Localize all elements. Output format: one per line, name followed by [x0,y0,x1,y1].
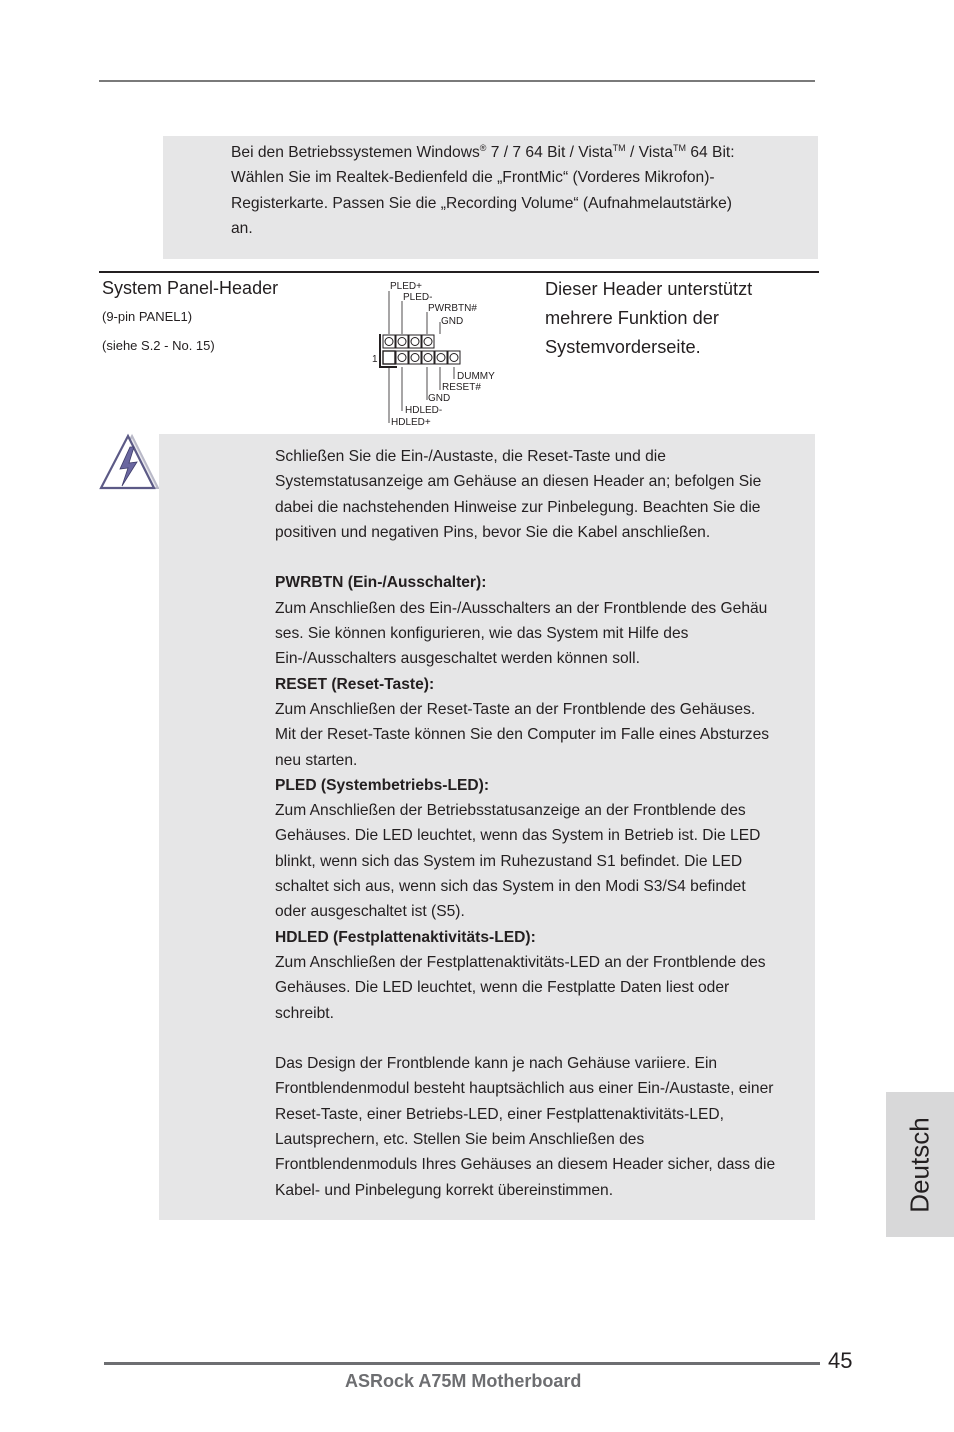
top-divider [99,80,815,82]
outro-line: Lautsprechern, etc. Stellen Sie beim Anschließen des [275,1131,645,1149]
header-reference: (siehe S.2 - No. 15) [102,338,215,353]
warning-intro-line: dabei die nachstehenden Hinweise zur Pinbelegung. Beachten Sie die [275,498,761,516]
warning-intro-line: Systemstatusanzeige am Gehäuse an diesen Header an; befolgen Sie [275,473,762,491]
pled-line: oder ausgeschaltet ist (S5). [275,903,465,921]
note-line-1: Bei den Betriebssystemen Windows® 7 / 7 64 Bit / Vista™ / Vista™ 64 Bit: [231,143,735,161]
gnd-bottom-label: GND [428,393,451,404]
pled-line: blinkt, wenn sich das System im Ruhezustand S1 befindet. Die LED [275,852,743,870]
reset-line: neu starten. [275,751,358,769]
language-tab-label: Deutsch [904,1116,935,1213]
reset-line: Zum Anschließen der Reset-Taste an der Frontblende des Gehäuses. [275,700,756,718]
reset-label: RESET# [442,382,481,393]
reset-line: Mit der Reset-Taste können Sie den Computer im Falle eines Absturzes [275,726,770,744]
outro-line: Frontblendenmoduls Ihres Gehäuses an diesem Header sicher, dass die [275,1156,776,1174]
header-desc-line-2: mehrere Funktion der [545,308,719,328]
hdled-plus-label: HDLED+ [391,417,431,428]
pwrbtn-line: ses. Sie können konfigurieren, wie das System mit Hilfe des [275,625,689,643]
pled-plus-label: PLED+ [390,281,422,292]
warning-text [275,444,817,1203]
warning-lightning-icon [99,433,161,491]
hdled-minus-label: HDLED- [405,405,443,416]
header-description [545,275,805,362]
hdled-line: Zum Anschließen der Festplattenaktivitäts-LED an der Frontblende des [275,953,766,971]
section-divider [99,271,819,273]
pwrbtn-line: Ein-/Ausschalters ausgeschaltet werden können soll. [275,650,640,668]
footer-product-name: ASRock A75M Motherboard [345,1371,582,1391]
pled-line: Zum Anschließen der Betriebsstatusanzeige an der Frontblende des [275,802,746,820]
note-line-2: Wählen Sie im Realtek-Bedienfeld die „FrontMic“ (Vorderes Mikrofon)- [231,169,715,187]
warning-intro-line: Schließen Sie die Ein-/Austaste, die Reset-Taste und die [275,448,666,465]
outro-line: Reset-Taste, einer Betriebs-LED, einer Festplattenaktivitäts-LED, [275,1105,724,1123]
header-title: System Panel-Header [102,278,279,298]
note-text [231,140,801,241]
language-side-tab [886,1092,954,1237]
header-pin-count: (9-pin PANEL1) [102,309,193,324]
pled-line: Gehäuses. Die LED leuchtet, wenn das System in Betrieb ist. Die LED [275,827,761,845]
outro-line: Kabel- und Pinbelegung korrekt übereinstimmen. [275,1181,614,1199]
pled-line: schaltet sich aus, wenn sich das System in den Modi S3/S4 befindet [275,878,746,896]
warning-intro-line: positiven und negativen Pins, bevor Sie die Kabel anschließen. [275,523,711,541]
header-desc-line-1: Dieser Header unterstützt [545,279,753,299]
panel-header-pinout-diagram [372,278,512,430]
paragraph-gap [275,1026,817,1051]
pled-minus-label: PLED- [403,292,433,303]
header-desc-line-3: Systemvorderseite. [545,337,701,357]
note-line-4: an. [231,219,253,237]
dummy-label: DUMMY [457,371,495,382]
outro-line: Das Design der Frontblende kann je nach Gehäuse variiere. Ein [275,1055,718,1073]
hdled-heading: HDLED (Festplattenaktivitäts-LED): [275,928,536,946]
pwrbtn-heading: PWRBTN (Ein-/Ausschalter): [275,574,487,592]
page-number: 45 [828,1348,853,1373]
reset-heading: RESET (Reset-Taste): [275,675,435,693]
pin1-label: 1 [372,354,378,365]
pled-heading: PLED (Systembetriebs-LED): [275,776,490,794]
outro-line: Frontblendenmodul besteht hauptsächlich aus einer Ein-/Austaste, einer [275,1080,774,1098]
pwrbtn-label: PWRBTN# [428,303,477,314]
note-line-3: Registerkarte. Passen Sie die „Recording Volume“ (Aufnahmelautstärke) [231,194,732,212]
pwrbtn-line: Zum Anschließen des Ein-/Ausschalters an der Frontblende des Gehäu [275,599,768,617]
paragraph-gap [275,545,817,570]
gnd-top-label: GND [441,316,464,327]
hdled-line: Gehäuses. Die LED leuchtet, wenn die Festplatte Daten liest oder [275,979,730,997]
footer-divider [104,1362,820,1365]
hdled-line: schreibt. [275,1004,334,1022]
